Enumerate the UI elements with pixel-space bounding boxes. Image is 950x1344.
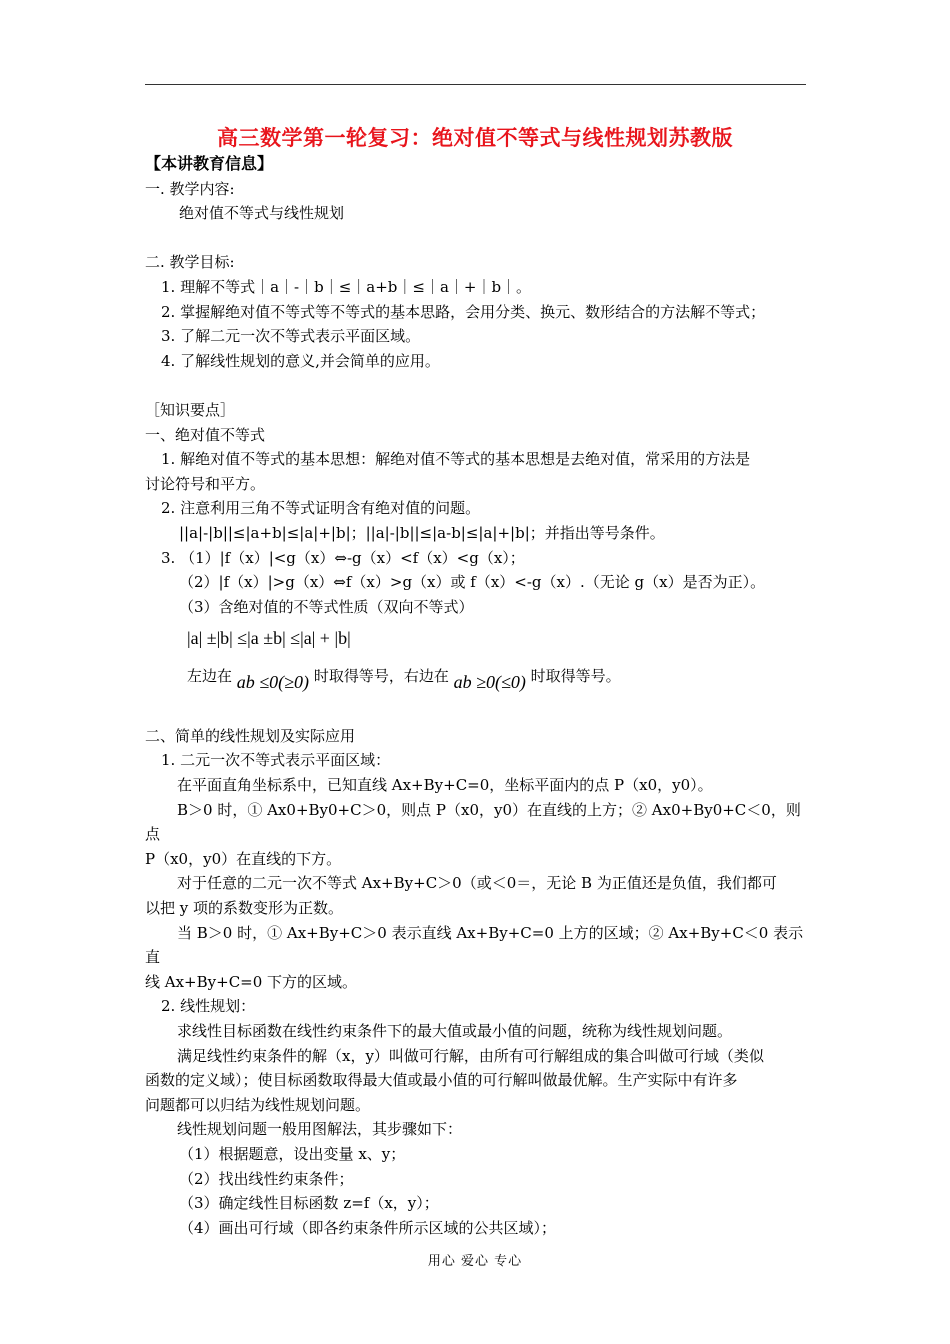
step-item: （4）画出可行域（即各约束条件所示区域的公共区域）； — [179, 1218, 557, 1237]
step-item: （2）找出线性约束条件； — [179, 1169, 354, 1188]
part1-p1-line1: 1. 解绝对值不等式的基本思想：解绝对值不等式的基本思想是去绝对值，常采用的方法是 — [161, 450, 751, 469]
part2-s1-heading: 1. 二元一次不等式表示平面区域： — [161, 751, 391, 770]
part2-s1-p4-line1: 当 B＞0 时，① Ax+By+C＞0 表示直线 Ax+By+C=0 上方的区域；② Ax+By+C＜0 表示直 — [145, 923, 804, 967]
part2-s2-heading: 2. 线性规划： — [161, 997, 256, 1016]
part2-heading: 二、简单的线性规划及实际应用 — [145, 726, 356, 745]
knowledge-heading: ［知识要点］ — [145, 400, 236, 419]
header-rule — [145, 84, 806, 85]
part1-p2: 2. 注意利用三角不等式证明含有绝对值的问题。 — [161, 499, 481, 518]
abs-inequality-formula: |a| ±|b| ≤|a ±b| ≤|a| + |b| — [187, 628, 351, 649]
part2-s1-p1: 在平面直角坐标系中，已知直线 Ax+By+C=0，坐标平面内的点 P（x0，y0）。 — [177, 776, 713, 795]
part1-p3-1: 3. （1）|f（x）|<g（x）⇔-g（x）<f（x）<g（x）； — [161, 548, 525, 567]
part2-s2-p2-line3: 问题都可以归结为线性规划问题。 — [145, 1095, 371, 1114]
part1-p3-3: （3）含绝对值的不等式性质（双向不等式） — [179, 597, 474, 616]
part2-s2-p2-line2: 函数的定义域）；使目标函数取得最大值或最小值的可行解叫做最优解。生产实际中有许多 — [145, 1071, 738, 1090]
goal-item: 4. 了解线性规划的意义,并会简单的应用。 — [161, 351, 440, 370]
part1-p1-line2: 讨论符号和平方。 — [145, 474, 266, 493]
goal-item: 2. 掌握解绝对值不等式等不等式的基本思路，会用分类、换元、数形结合的方法解不等式； — [161, 302, 766, 321]
section2-heading: 二. 教学目标: — [145, 253, 235, 272]
cond-left-text: 左边在 — [187, 667, 233, 686]
section1-heading: 一. 教学内容: — [145, 179, 235, 198]
document-body — [145, 152, 809, 1240]
part2-s2-p3: 线性规划问题一般用图解法，其步骤如下： — [177, 1120, 463, 1139]
part2-s1-p4-line2: 线 Ax+By+C=0 下方的区域。 — [145, 972, 358, 991]
part2-s2-p2-line1: 满足线性约束条件的解（x，y）叫做可行解，由所有可行解组成的集合叫做可行域（类似 — [177, 1046, 764, 1065]
document-title: 高三数学第一轮复习：绝对值不等式与线性规划苏教版 — [217, 125, 733, 150]
equality-condition — [145, 657, 809, 699]
section1-body: 绝对值不等式与线性规划 — [179, 204, 345, 223]
part2-s2-p1: 求线性目标函数在线性约束条件下的最大值或最小值的问题，统称为线性规划问题。 — [177, 1022, 733, 1040]
step-item: （3）确定线性目标函数 z=f（x，y）； — [179, 1194, 439, 1213]
cond-left-math: ab ≤0(≥0) — [236, 672, 310, 693]
part1-heading: 一、绝对值不等式 — [145, 425, 266, 444]
part2-s1-p2-line1: B＞0 时，① Ax0+By0+C＞0，则点 P（x0，y0）在直线的上方；② Ax0+By0+C＜0，则点 — [145, 800, 801, 844]
part1-p3-2: （2）|f（x）|>g（x）⇔f（x）>g（x）或 f（x）<-g（x）.（无论 g（x）是否为正）。 — [179, 573, 766, 592]
page-footer: 用心 爱心 专心 — [427, 1254, 523, 1269]
cond-right-math: ab ≥0(≤0) — [453, 672, 526, 693]
info-header: 【本讲教育信息】 — [145, 154, 274, 173]
step-item: （1）根据题意，设出变量 x、y； — [179, 1144, 406, 1163]
part2-s1-p3-line1: 对于任意的二元一次不等式 Ax+By+C＞0（或＜0＝，无论 B 为正值还是负值，我们都可 — [177, 874, 777, 893]
cond-end-text: 时取得等号。 — [530, 667, 621, 686]
part2-s1-p3-line2: 以把 y 项的系数变形为正数。 — [145, 899, 344, 918]
cond-mid-text: 时取得等号，右边在 — [313, 667, 449, 686]
part2-s1-p2-line2: P（x0，y0）在直线的下方。 — [145, 849, 342, 868]
goal-item: 1. 理解不等式｜a｜-｜b｜≤｜a+b｜≤｜a｜+｜b｜。 — [161, 277, 532, 296]
goal-item: 3. 了解二元一次不等式表示平面区域。 — [161, 327, 421, 346]
triangle-inequality: ||a|-|b||≤|a+b|≤|a|+|b|；||a|-|b||≤|a-b|≤|a|+|b|；并指出等号条件。 — [179, 523, 665, 542]
